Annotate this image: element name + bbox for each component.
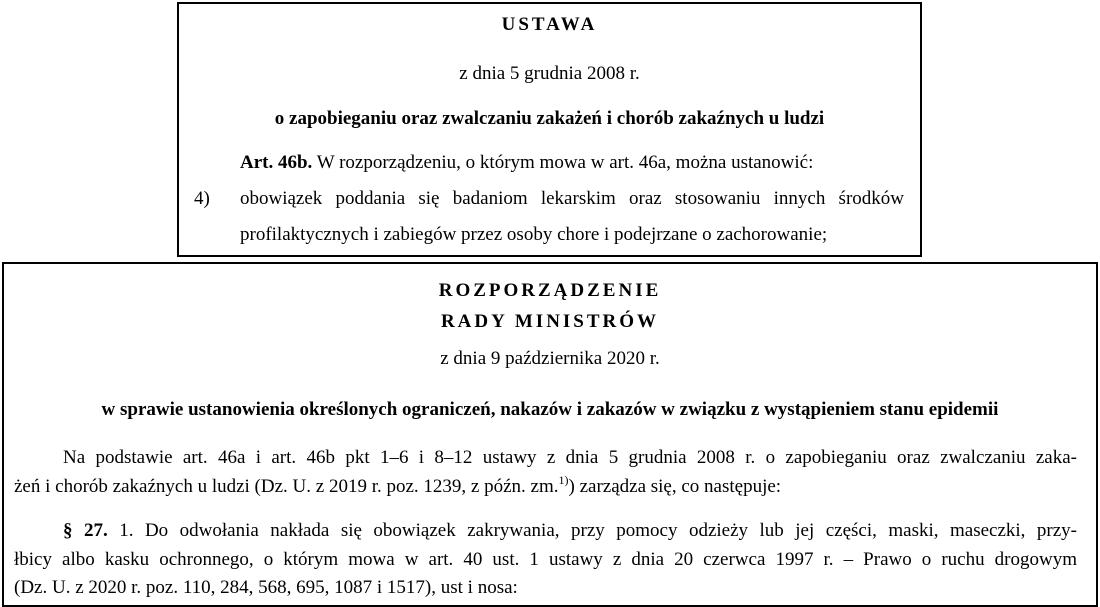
ustawa-subject: o zapobieganiu oraz zwalczaniu zakażeń i chorób zakaźnych u ludzi	[274, 108, 825, 129]
para-27-line-1	[63, 520, 1077, 542]
basis-line-2	[14, 472, 782, 498]
para-27-line-3: (Dz. U. z 2020 r. poz. 110, 284, 568, 695, 1087 i 1517), ust i nosa:	[14, 577, 518, 598]
ustawa-title: USTAWA	[501, 14, 598, 35]
basis-line-1: Na podstawie art. 46a i art. 46b pkt 1–6 i 8–12 ustawy z dnia 5 grudnia 2008 r. o zapobieganiu oraz zwalczaniu zaka-	[63, 447, 1077, 468]
article-label: Art. 46b.	[240, 152, 313, 173]
footnote-marker: 1)	[558, 472, 569, 487]
article-46b	[240, 152, 813, 174]
point-line-1: obowiązek poddania się badaniom lekarskim oraz stosowaniu innych środków	[240, 188, 904, 209]
article-intro: W rozporządzeniu, o którym mowa w art. 46a, można ustanowić:	[316, 152, 814, 173]
point-number: 4)	[194, 188, 210, 209]
point-line-2: profilaktycznych i zabiegów przez osoby chore i podejrzane o zachorowanie;	[240, 224, 828, 245]
para-27-line-2: łbicy albo kasku ochronnego, o którym mowa w art. 40 ust. 1 ustawy z dnia 20 czerwca 1997 r. – Prawo o ruchu drogowym	[14, 549, 1077, 570]
rozporzadzenie-excerpt	[2, 262, 1098, 607]
ustawa-date: z dnia 5 grudnia 2008 r.	[459, 63, 640, 84]
rozporzadzenie-title-line-2: RADY MINISTRÓW	[440, 311, 660, 332]
rozporzadzenie-date: z dnia 9 października 2020 r.	[440, 348, 660, 369]
para-label: § 27.	[63, 520, 108, 541]
ustawa-excerpt	[177, 2, 922, 257]
rozporzadzenie-title-line-1: ROZPORZĄDZENIE	[438, 280, 662, 301]
rozporzadzenie-subject: w sprawie ustanowienia określonych ograniczeń, nakazów i zakazów w związku z wystąpieniem stanu epidemii	[101, 399, 999, 420]
basis-text-b: ) zarządza się, co następuje:	[568, 476, 782, 497]
para-text-1: 1. Do odwołania nakłada się obowiązek zakrywania, przy pomocy odzieży lub jej części, maski, maseczki, przy-	[119, 520, 1077, 541]
basis-text-a: żeń i chorób zakaźnych u ludzi (Dz. U. z 2019 r. poz. 1239, z późn. zm.	[14, 476, 559, 497]
